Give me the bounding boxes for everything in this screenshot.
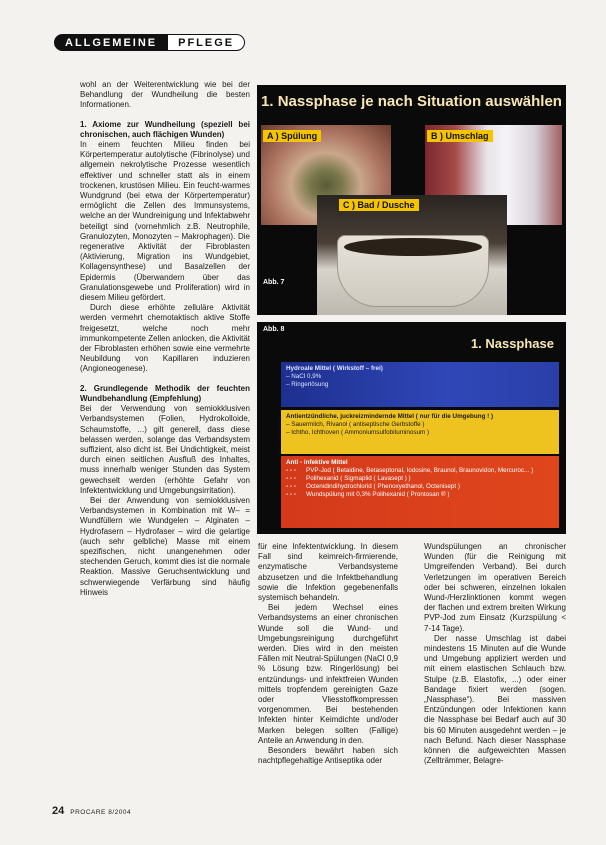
figure-8 xyxy=(257,322,566,534)
band-hydro xyxy=(281,362,559,407)
figure-7 xyxy=(257,85,566,315)
section-header xyxy=(54,34,245,51)
band-row: - - - Wundspülung mit 0,3% Polihexanid ( Prontosan ® ) xyxy=(286,491,450,498)
paragraph: Bei der Anwendung von semiokklusiven Verbandsystemen in Kombination mit W– = Wundfüllern wie Wundgelen – Alginaten – Hydrofasern – Hydrofaser – wird die gelartige (auch sehr gelbliche) Masse mit einem spezifischen, nicht unangenehmen oder stechenden Geruch, kommt dies ist die normale Reaktion. Massive Geruchsentwicklung und schwerwiegende Verfärbung sind häufig Hinweis xyxy=(80,495,250,597)
band-row: - - - Polihexanid ( Sigmaplid ( Lavasept ) ) xyxy=(286,475,411,482)
band-antientzuendlich xyxy=(281,410,559,454)
band-row: - - - PVP-Jod ( Betaidine, Betaseptonal, Iodosine, Braunol, Braunovidon, Mercuroc... ) xyxy=(286,467,534,474)
category-label: PFLEGE xyxy=(168,34,245,51)
band-antiinfektiv xyxy=(281,456,559,528)
band-heading: Antientzündliche, juckreizmindernde Mittel ( nur für die Umgebung ! ) xyxy=(286,413,494,420)
paragraph: Besonders bewährt haben sich nachtpflegehaltige Antiseptika oder xyxy=(258,746,398,766)
band-row: - - - Octenidindihydrochlorid ( Phenoxyethanol, Octenisept ) xyxy=(286,483,461,490)
section-label: ALLGEMEINE xyxy=(54,34,168,51)
paragraph: In einem feuchten Milieu finden bei Körpertemperatur autolytische (Fibrinolyse) und allgemein nekrolytische Prozesse wesentlich effektiver und schneller statt als in einem trockenen, krustösen Milieu. Ein feucht-warmes Wundgrund (bei etwa der Körpertemperatur) ermöglicht die Zellen des Immunsystems, welche an der Wundreinigung und Infektabwehr beteiligt sind (vornehmlich z.B. Neutrophile, Granulozyten, Monozyten – Makrophagen). Die regenerative Aktivität der Fibroblasten (Aktivierung, Migration ins Wundgebiet, Kollagensynthese) und Basalzellen der Epidermis (Überwandern über das Granulationsgewebe und Proliferation) wird in diesem Milieu gefördert. xyxy=(80,140,250,303)
band-heading: Hydroale Mittel ( Wirkstoff – frei) xyxy=(286,365,383,372)
figure-7-title: 1. Nassphase je nach Situation auswählen xyxy=(261,93,562,110)
text-column-1 xyxy=(80,80,250,800)
figure-7-number: Abb. 7 xyxy=(263,279,285,286)
paragraph: Wundspülungen an chronischer Wunden (für die Reinigung mit Umgreifenden Verband). Bei durch Verletzungen im operativen Bereich oder bei schweren, einzelnen lokalen Wund-/Herzlinktionen kommt wegen der flachen und extrem breiten Wirkung PVP-Jod zum Einsatz (Kurzspülung < 7-14 Tage). xyxy=(424,542,566,633)
panel-b-label: B ) Umschlag xyxy=(427,130,493,142)
magazine-name: PROCARE 8/2004 xyxy=(70,809,132,816)
band-item: – Ringerlösung xyxy=(286,381,329,388)
text-column-3 xyxy=(424,542,566,804)
figure-8-title: 1. Nassphase xyxy=(470,336,554,351)
panel-a-label: A ) Spülung xyxy=(263,130,321,142)
heading-methodik: 2. Grundlegende Methodik der feuchten Wundbehandlung (Empfehlung) xyxy=(80,383,250,403)
paragraph: Durch diese erhöhte zelluläre Aktivität werden vermehrt chemotaktisch aktive Stoffe freigesetzt, welche noch mehr immunkompetente Zellen anlocken, die Aktivität der Fibroblasten erhöhen sowie eine vermehrte Neubildung von Kapillaren induzieren (Angioneogenese). xyxy=(80,303,250,374)
paragraph: für eine Infektentwicklung. In diesem Fall sind keimreich-firmierende, enzymatische Verbandsysteme abzusetzen und die Infektbehandlung sowie die Infektion gegebenenfalls systemisch behandeln. xyxy=(258,542,398,603)
page-number: 24 xyxy=(52,805,65,817)
paragraph: Der nasse Umschlag ist dabei mindestens 15 Minuten auf die Wunde und Umgebung appliziert werden und mit einem elastischen Schlauch bzw. Stulpe (z.B. Elastofix, ...) oder einer Bandage fixiert werden (sogen. „Nassphase“). Bei massiven Entzündungen oder Infektionen kann die Nassphase bei Bedarf auch auf 30 bis 60 Minuten ausgedehnt werden – je nach Befund. Nach dieser Nassphase können die aufgeweichten Massen (Zellträmmer, Belagre- xyxy=(424,633,566,766)
panel-c-label: C ) Bad / Dusche xyxy=(339,199,419,211)
photo-bad-dusche xyxy=(317,195,507,315)
heading-axiome: 1. Axiome zur Wundheilung (speziell bei chronischen, auch flächigen Wunden) xyxy=(80,119,250,139)
band-item: – Sauermilch, Rivanol ( antiseptische Gerbstoffe ) xyxy=(286,421,425,428)
page-footer xyxy=(52,805,131,817)
band-item: – Ichtho, Ichthoven ( Ammoniumsulfobituminosum ) xyxy=(286,429,430,436)
paragraph: Bei der Verwendung von semiokklusiven Verbandsystemen (Folien, Hydrokolloide, Schaumstoffe, ...) gilt generell, dass diese belassen werden, solange das Verbandsystem suffizient, also dicht ist. Bei Undichtigkeit, meist durch einen seitlichen Ausfluß des Inhaltes, muss innerhalb weniger Stunden das System gewechselt werden (erhöhte Gefahr von Infektentwicklung und Umgebungsirritation). xyxy=(80,404,250,495)
figure-8-number: Abb. 8 xyxy=(263,326,285,333)
band-item: – NaCl 0,9% xyxy=(286,373,322,380)
paragraph: Bei jedem Wechsel eines Verbandsystems an einer chronischen Wunde soll die Wund- und Umgebungsreinigung durchgeführt werden. Dies wird in den meisten Fällen mit Neutral-Spülungen (NaCl 0,9 % Lösung bzw. Ringerlösung) bei entzündungs- und infektfreien Wunden mittels tropfendem gereinigten Gaze oder Vliesstoffkompressen vorgenommen. Bei bestehenden Infekten hinter Keimdichte und/oder Marken belegen sollten (Fallige) Anteile an Anwendung in den. xyxy=(258,603,398,745)
basin-image xyxy=(337,235,489,307)
intro-paragraph: wohl an der Weiterentwicklung wie bei der Behandlung der Wundheilung die besten Informationen. xyxy=(80,80,250,110)
band-heading: Anti - infektive Mittel xyxy=(286,459,348,466)
text-column-2 xyxy=(258,542,398,804)
